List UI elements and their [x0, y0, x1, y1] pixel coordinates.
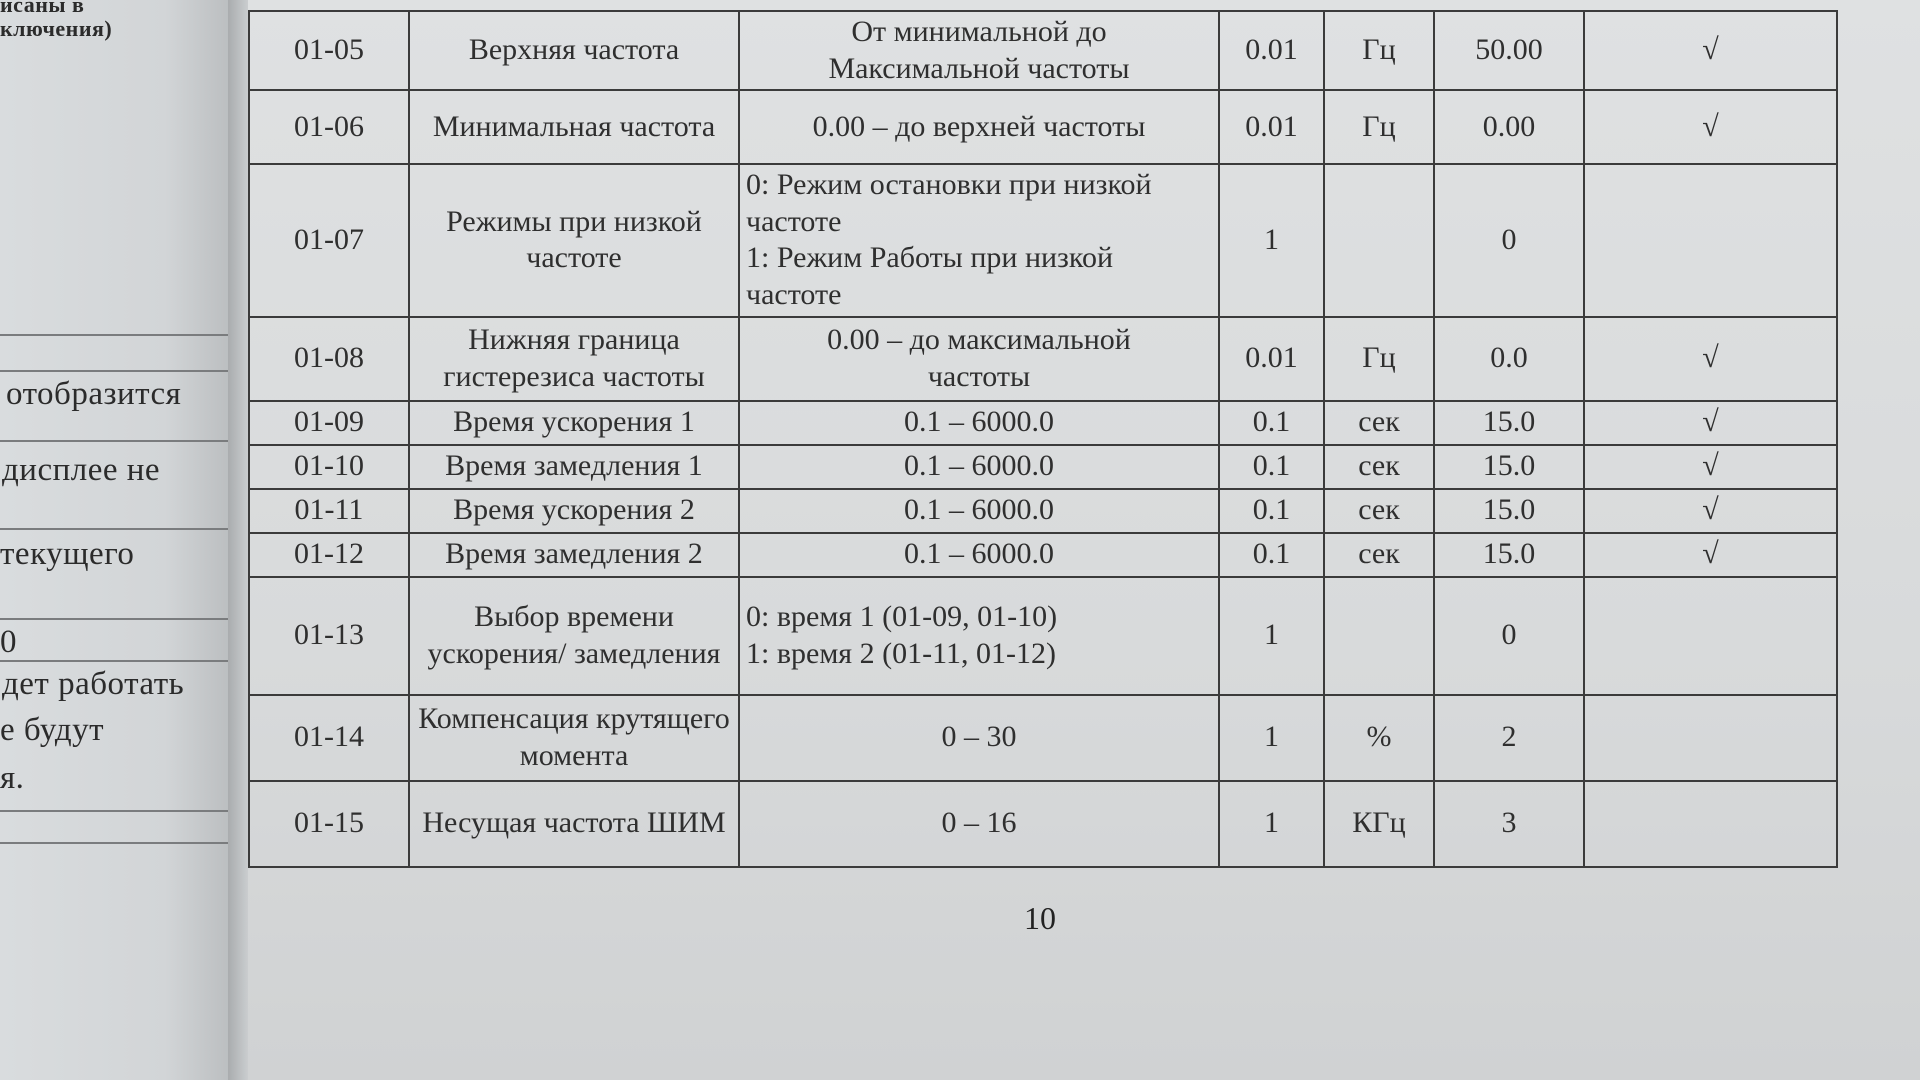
- parameter-unit: сек: [1324, 445, 1434, 489]
- range-line: 0.1 – 6000.0: [904, 405, 1054, 439]
- check-mark: √: [1584, 489, 1837, 533]
- parameter-unit: [1324, 164, 1434, 316]
- parameter-default: 3: [1434, 781, 1584, 867]
- table-row: [249, 781, 1837, 867]
- range-line: 0: время 1 (01-09, 01-10): [746, 599, 1058, 633]
- parameter-unit: Гц: [1324, 11, 1434, 90]
- parameter-code: 01-06: [249, 90, 409, 164]
- parameter-step: 0.1: [1219, 533, 1324, 577]
- left-rule: [0, 440, 236, 442]
- table-row: [249, 11, 1837, 90]
- parameter-unit: %: [1324, 695, 1434, 781]
- left-text-fragment: текущего: [0, 536, 135, 572]
- parameter-unit: сек: [1324, 489, 1434, 533]
- parameter-code: 01-08: [249, 317, 409, 401]
- parameter-code: 01-11: [249, 489, 409, 533]
- table-row: [249, 489, 1837, 533]
- table-row: [249, 164, 1837, 316]
- parameter-default: 15.0: [1434, 533, 1584, 577]
- parameter-default: 0.00: [1434, 90, 1584, 164]
- parameter-range: [739, 317, 1219, 401]
- parameter-unit: сек: [1324, 533, 1434, 577]
- parameter-step: 1: [1219, 781, 1324, 867]
- left-rule: [0, 618, 236, 620]
- parameter-range: [739, 90, 1219, 164]
- check-mark: √: [1584, 445, 1837, 489]
- range-line: 0: Режим остановки при низкой частоте: [746, 168, 1152, 238]
- left-text-fragment: 0: [0, 624, 17, 660]
- parameter-name: Нижняя граница гистерезиса частоты: [409, 317, 739, 401]
- parameter-range: [739, 164, 1219, 316]
- left-text-fragment: ключения): [0, 16, 113, 41]
- table-row: [249, 317, 1837, 401]
- parameter-name: Выбор времени ускорения/ замедления: [409, 577, 739, 695]
- parameter-code: 01-12: [249, 533, 409, 577]
- range-line: 1: Режим Работы при низкой частоте: [746, 241, 1114, 311]
- parameter-step: 0.01: [1219, 11, 1324, 90]
- range-line: 0.00 – до максимальной: [827, 322, 1131, 356]
- parameter-name: Время ускорения 2: [409, 489, 739, 533]
- parameter-name: Несущая частота ШИМ: [409, 781, 739, 867]
- parameter-range: [739, 489, 1219, 533]
- range-line: 1: время 2 (01-11, 01-12): [746, 636, 1056, 670]
- table-row: [249, 445, 1837, 489]
- parameter-range: [739, 577, 1219, 695]
- parameter-step: 0.1: [1219, 445, 1324, 489]
- range-line: 0.1 – 6000.0: [904, 537, 1054, 571]
- left-text-fragment: дисплее не: [2, 452, 161, 488]
- table-row: [249, 533, 1837, 577]
- parameter-default: 2: [1434, 695, 1584, 781]
- parameter-step: 0.1: [1219, 489, 1324, 533]
- check-mark: √: [1584, 317, 1837, 401]
- parameter-code: 01-05: [249, 11, 409, 90]
- parameter-step: 0.01: [1219, 90, 1324, 164]
- parameter-code: 01-13: [249, 577, 409, 695]
- parameter-code: 01-14: [249, 695, 409, 781]
- table-row: [249, 90, 1837, 164]
- left-text-fragment: исаны в: [0, 0, 85, 17]
- check-mark: [1584, 695, 1837, 781]
- table-row: [249, 695, 1837, 781]
- left-text-fragment: дет работать: [2, 666, 185, 702]
- left-text-fragment: е будут: [0, 712, 105, 748]
- check-mark: √: [1584, 11, 1837, 90]
- range-line: Максимальной частоты: [828, 51, 1130, 85]
- range-line: От минимальной до: [851, 15, 1107, 48]
- check-mark: [1584, 164, 1837, 316]
- range-line: 0 – 30: [941, 720, 1017, 754]
- left-rule: [0, 810, 236, 812]
- check-mark: √: [1584, 533, 1837, 577]
- parameter-code: 01-09: [249, 401, 409, 445]
- parameter-name: Время замедления 2: [409, 533, 739, 577]
- parameter-range: [739, 781, 1219, 867]
- parameter-unit: сек: [1324, 401, 1434, 445]
- parameter-step: 0.01: [1219, 317, 1324, 401]
- parameter-range: [739, 11, 1219, 90]
- table-row: [249, 577, 1837, 695]
- left-rule: [0, 660, 236, 662]
- check-mark: √: [1584, 401, 1837, 445]
- parameter-name: Время замедления 1: [409, 445, 739, 489]
- range-line: 0 – 16: [941, 806, 1017, 840]
- parameter-default: 15.0: [1434, 401, 1584, 445]
- parameter-code: 01-10: [249, 445, 409, 489]
- table-row: [249, 401, 1837, 445]
- parameter-name: Время ускорения 1: [409, 401, 739, 445]
- left-text-fragment: я.: [0, 760, 25, 796]
- range-line: 0.1 – 6000.0: [904, 493, 1054, 527]
- parameter-default: 15.0: [1434, 445, 1584, 489]
- parameter-name: Компенсация крутящего момента: [409, 695, 739, 781]
- parameter-step: 1: [1219, 577, 1324, 695]
- parameter-range: [739, 695, 1219, 781]
- left-rule: [0, 334, 236, 336]
- left-rule: [0, 842, 236, 844]
- parameter-range: [739, 533, 1219, 577]
- parameter-unit: Гц: [1324, 90, 1434, 164]
- left-page: [0, 0, 236, 1080]
- parameter-name: Режимы при низкой частоте: [409, 164, 739, 316]
- parameter-name: Минимальная частота: [409, 90, 739, 164]
- range-line: частоты: [927, 359, 1031, 393]
- parameter-range: [739, 445, 1219, 489]
- check-mark: √: [1584, 90, 1837, 164]
- parameter-unit: КГц: [1324, 781, 1434, 867]
- parameter-default: 0.0: [1434, 317, 1584, 401]
- parameter-code: 01-07: [249, 164, 409, 316]
- left-text-fragment: отобразится: [6, 376, 182, 412]
- parameter-range: [739, 401, 1219, 445]
- parameter-default: 50.00: [1434, 11, 1584, 90]
- parameter-default: 0: [1434, 577, 1584, 695]
- page-number: 10: [1024, 900, 1056, 936]
- left-rule: [0, 370, 236, 372]
- parameter-default: 0: [1434, 164, 1584, 316]
- parameter-unit: Гц: [1324, 317, 1434, 401]
- parameter-name: Верхняя частота: [409, 11, 739, 90]
- left-rule: [0, 528, 236, 530]
- parameter-step: 0.1: [1219, 401, 1324, 445]
- range-line: 0.00 – до верхней частоты: [812, 109, 1146, 143]
- range-line: 0.1 – 6000.0: [904, 449, 1054, 483]
- parameter-table: [248, 10, 1838, 868]
- parameter-step: 1: [1219, 695, 1324, 781]
- parameter-unit: [1324, 577, 1434, 695]
- check-mark: [1584, 781, 1837, 867]
- parameter-code: 01-15: [249, 781, 409, 867]
- parameter-step: 1: [1219, 164, 1324, 316]
- check-mark: [1584, 577, 1837, 695]
- parameter-default: 15.0: [1434, 489, 1584, 533]
